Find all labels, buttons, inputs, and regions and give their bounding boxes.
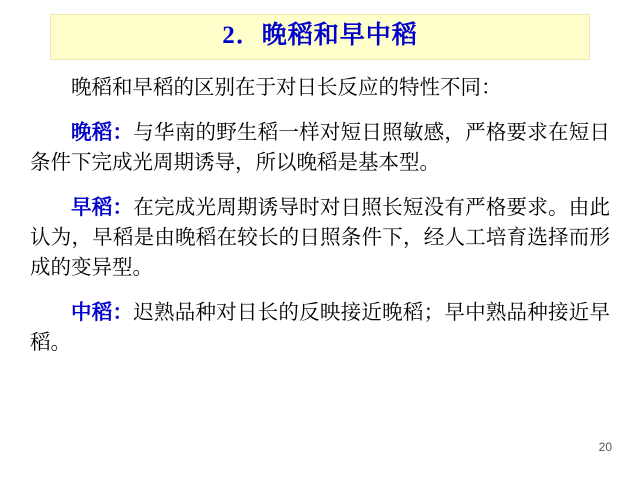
paragraph-wandao [30, 119, 610, 179]
paragraph-text-zaodao: 在完成光周期诱导时对日照长短没有严格要求。由此认为，早稻是由晚稻在较长的日照条件下，经人工培育选择而形成的变异型。 [30, 197, 611, 280]
keyword-zhongdao: 中稻 [71, 302, 113, 325]
keyword-separator-zaodao: ： [112, 197, 134, 220]
page-number: 20 [598, 440, 612, 454]
keyword-wandao: 晚稻 [71, 122, 113, 145]
title-banner [50, 14, 590, 60]
keyword-separator-wandao: ： [112, 122, 134, 145]
paragraph-zaodao [30, 194, 610, 284]
slide-body [22, 74, 618, 359]
paragraph-zhongdao [30, 299, 610, 359]
paragraph-text-zhongdao: 迟熟品种对日长的反映接近晚稻；早中熟品种接近早稻。 [30, 302, 611, 354]
paragraph-text-wandao: 与华南的野生稻一样对短日照敏感，严格要求在短日条件下完成光周期诱导，所以晚稻是基本型。 [30, 122, 611, 175]
intro-paragraph: 晚稻和早稻的区别在于对日长反应的特性不同： [71, 76, 502, 99]
keyword-separator-zhongdao: ： [112, 302, 134, 325]
keyword-zaodao: 早稻 [71, 197, 113, 220]
page-title: 2．晚稻和早中稻 [222, 22, 418, 49]
